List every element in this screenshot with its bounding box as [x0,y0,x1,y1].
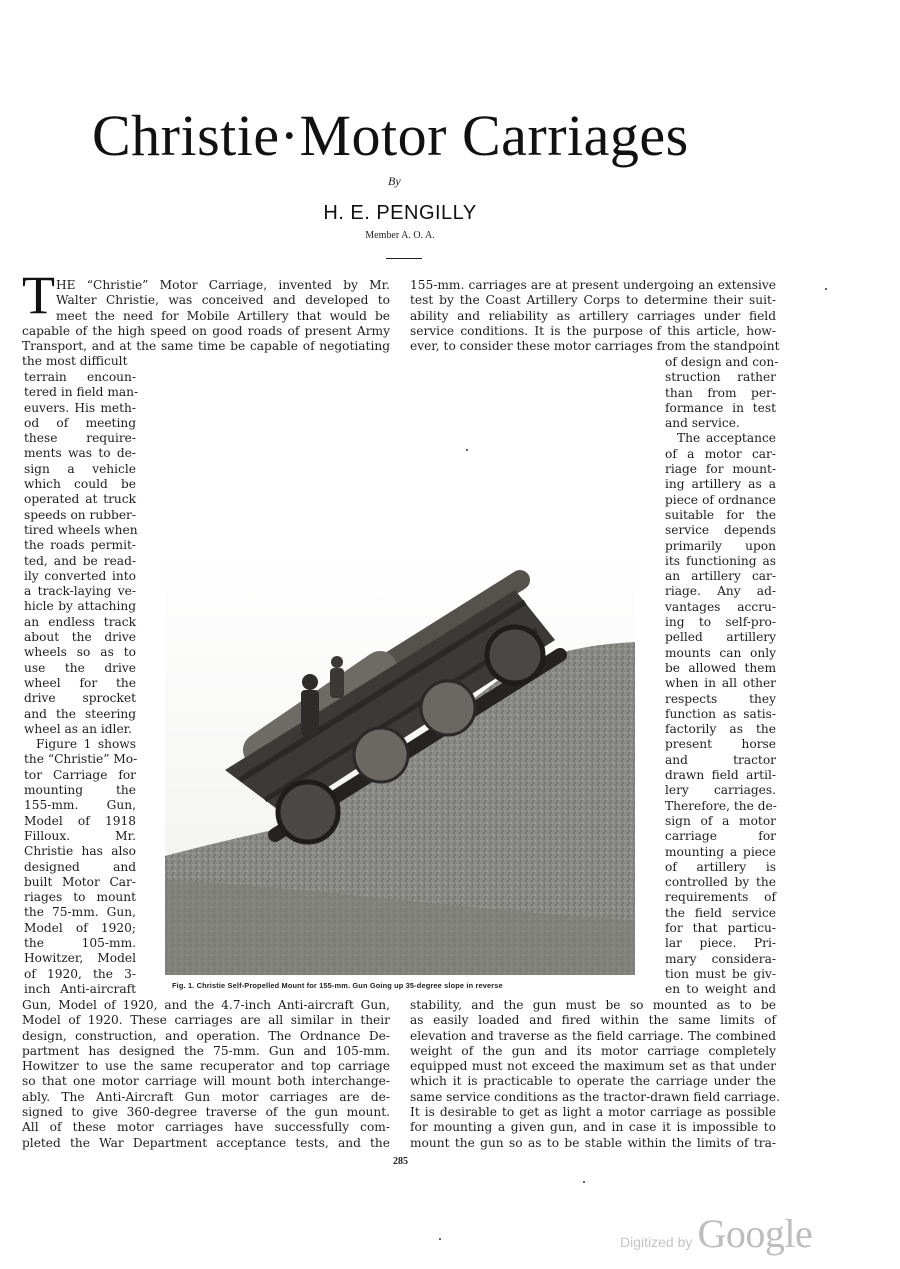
text-line: the field service [665,905,776,920]
text-line: weight of the gun and its motor carriage completely [410,1043,776,1058]
intro-right-column [410,278,780,354]
text-line: signed to give 360-degree traverse of the gun mount. [22,1105,390,1120]
figure-person [330,668,344,698]
text-line: equipped must not exceed the maximum set as that under [410,1059,776,1074]
drop-cap: T [22,265,55,325]
text-line: ing to self-pro- [665,615,776,630]
text-line: lar piece. Pri- [665,936,776,951]
text-line: pelled artillery [665,630,776,645]
wheel [354,728,408,782]
text-line: design, construction, and operation. The Ordnance De- [22,1028,390,1043]
scan-speck [825,288,827,290]
text-line: euvers. His meth- [24,400,136,415]
text-line: suitable for the [665,507,776,522]
text-line: HE “Christie” Motor Carriage, invented by Mr. [56,278,390,292]
photo-gun-carriage-on-slope [165,550,635,975]
text-line: a track-laying ve- [24,584,136,599]
text-line: partment has designed the 75-mm. Gun and 105-mm. [22,1043,390,1058]
text-line: speeds on rubber- [24,507,136,522]
text-line: the most difficult [22,354,128,369]
scan-speck [466,449,468,451]
scan-speck [583,1181,585,1183]
text-line: and tractor [665,752,776,767]
text-line: be allowed them [665,660,776,675]
text-line: which could be [24,477,136,492]
text-line: when in all other [665,676,776,691]
text-line: mary considera- [665,951,776,966]
text-line: about the drive [24,630,136,645]
text-line: sign a vehicle [24,461,136,476]
text-line: as easily loaded and fired within the same limits of [410,1013,776,1028]
intro-left-column [22,278,390,370]
narrow-left-column [24,370,139,997]
text-line: en to weight and [665,982,776,997]
text-line: Howitzer, Model [24,951,136,966]
text-line: test by the Coast Artillery Corps to determine their suit- [410,293,776,308]
text-line: Walter Christie, was conceived and developed to [56,293,390,308]
text-line: and service. [665,416,740,431]
text-line: its functioning as [665,553,776,568]
text-line: All of these motor carriages have successfully com- [22,1120,390,1135]
author-name: H. E. PENGILLY [323,202,477,224]
text-line: the “Christie” Mo- [24,752,138,767]
text-line: function as satis- [665,706,776,721]
text-line: ably. The Anti-Aircraft Gun motor carriages are de- [22,1089,390,1104]
text-line: these require- [24,431,136,446]
text-line: present horse [665,737,776,752]
text-line: ability and reliability as artillery carriages under field [410,308,776,323]
text-line: od of meeting [24,415,136,430]
figure-photo [165,550,635,975]
text-line: controlled by the [665,875,776,890]
text-line: the 75-mm. Gun, [24,905,136,920]
text-line: lery carriages. [665,783,776,798]
bottom-left-column [22,998,390,1151]
text-line: Transport, and at the same time be capable of negotiating [22,339,390,354]
text-line: wheel for the [24,675,136,690]
text-line: tion must be giv- [665,966,776,981]
text-line: respects they [665,691,776,706]
wheel [487,627,543,683]
byline-prefix: By [388,174,401,188]
text-line: mount the gun so as to be stable within the limits of tra- [410,1135,776,1150]
text-line: an artillery car- [665,569,776,584]
text-line: carriage for [665,829,776,844]
text-line: inch Anti-aircraft [24,981,136,996]
text-line: for mounting a given gun, and in case it is impossible to [410,1120,776,1135]
text-line: service conditions. It is the purpose of this article, how- [410,323,776,338]
title-divider [386,258,422,259]
text-line: elevation and traverse as the field carriage. The combined [410,1028,776,1043]
bottom-right-column [410,998,780,1151]
text-line: Figure 1 shows [36,737,136,752]
text-line: Model of 1918 [24,813,136,828]
text-line: use the drive [24,660,136,675]
text-line: Gun, Model of 1920, and the 4.7-inch Anti-aircraft Gun, [22,998,390,1012]
text-line: so that one motor carriage will mount both interchange- [22,1074,390,1089]
text-line: wheels so as to [24,645,136,660]
narrow-right-column [665,355,779,997]
text-line: formance in test [665,400,776,415]
text-line: same service conditions as the tractor-drawn field carriage. [410,1089,780,1104]
text-line: of a motor car- [665,446,776,461]
text-line: drive sprocket [24,691,136,706]
wheel [278,782,338,842]
text-line: ments was to de- [24,446,136,461]
text-line: terrain encoun- [24,370,136,384]
text-line: for that particu- [665,920,776,935]
text-line: drawn field artil- [665,768,776,783]
text-line: stability, and the gun must be so mounted as to be [410,998,776,1012]
text-line: of design and con- [665,355,779,369]
text-line: riage. Any ad- [665,584,776,599]
text-line: factorily as the [665,722,776,737]
text-line: struction rather [665,370,776,385]
text-line: tor Carriage for [24,767,136,782]
text-line: ted, and be read- [24,553,136,568]
text-line: 155-mm. Gun, [24,798,136,813]
text-line: Model of 1920; [24,920,136,935]
text-line: of 1920, the 3- [24,966,136,981]
text-line: 155-mm. carriages are at present undergoing an extensive [410,278,776,292]
text-line: Model of 1920. These carriages are all similar in their [22,1013,390,1028]
text-line: riage for mount- [665,462,776,477]
figure-person [301,690,319,736]
text-line: the roads permit- [24,538,136,553]
text-line: Filloux. Mr. [24,828,136,843]
text-line: primarily upon [665,538,776,553]
text-line: tired wheels when [24,522,138,537]
text-line: the 105-mm. [24,935,136,950]
text-line: ily converted into [24,568,136,583]
text-line: Christie has also [24,844,136,859]
text-line: mounting the [24,783,136,798]
text-line: vantages accru- [665,599,776,614]
text-line: mounting a piece [665,844,776,859]
text-line: ing artillery as a [665,477,776,492]
text-line: wheel as an idler. [24,721,133,736]
text-line: It is desirable to get as light a motor carriage as possible [410,1105,776,1120]
digitized-watermark [620,1210,812,1257]
text-line: piece of ordnance [665,492,776,507]
text-line: which it is practicable to operate the carriage under the [410,1074,776,1089]
text-line: operated at truck [24,492,136,507]
figure-caption: Fig. 1. Christie Self-Propelled Mount for 155-mm. Gun Going up 35-degree slope in reverse [172,981,503,990]
scan-speck [439,1238,441,1240]
watermark-brand-logo: Google [697,1211,813,1256]
text-line: capable of the high speed on good roads of present Army [22,323,390,338]
author-affiliation: Member A. O. A. [365,230,435,241]
wheel [421,681,475,735]
text-line: pleted the War Department acceptance tests, and the [22,1135,390,1150]
text-line: built Motor Car- [24,874,136,889]
text-line: tered in field man- [24,385,139,400]
watermark-label: Digitized by [620,1234,693,1250]
text-line: ever, to consider these motor carriages from the standpoint [410,339,780,354]
text-line: meet the need for Mobile Artillery that would be [56,308,390,323]
page-number: 285 [393,1156,408,1167]
text-line: service depends [665,523,776,538]
text-line: an endless track [24,614,136,629]
text-line: mounts can only [665,645,776,660]
text-line: and the steering [24,706,136,721]
text-line: than from per- [665,385,776,400]
text-line: requirements of [665,890,776,905]
text-line: riages to mount [24,890,136,905]
text-line: Therefore, the de- [665,798,777,813]
text-line: The acceptance [677,431,776,446]
article-title: Christie·Motor Carriages [92,103,689,168]
text-line: Howitzer to use the same recuperator and top carriage [22,1059,390,1074]
text-line: sign of a motor [665,813,776,828]
text-line: of artillery is [665,859,776,874]
text-line: designed and [24,859,136,874]
text-line: hicle by attaching [24,599,136,614]
